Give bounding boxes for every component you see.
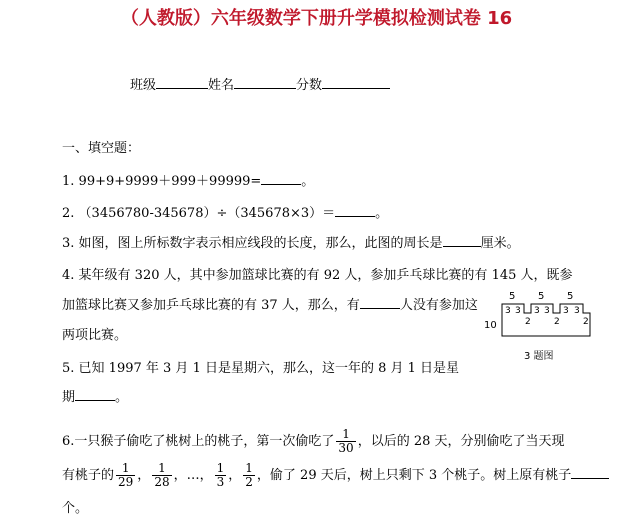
question-5-line-1 [62,357,459,376]
student-info-line [130,74,390,93]
question-text: 有桃子的 [62,468,115,484]
question-text: 如图，图上所标数字表示相应线段的长度，那么，此图的周长是 [78,236,443,251]
question-text: 一只猴子偷吃了桃树上的桃子，第一次偷吃了 [74,434,335,450]
answer-blank [443,232,481,247]
question-text: ，以后的 28 天，分别偷吃了当天现 [357,434,565,450]
question-2 [62,202,388,221]
figure-label-top: 5 [509,291,516,302]
question-text: 加篮球比赛又参加乒乓球比赛的有 37 人，那么，有 [62,298,360,313]
figure-label-bottom: 2 [583,317,589,327]
fraction: $\frac{1}{3}$ [216,461,225,490]
figure-label-side: 3 [544,306,550,316]
fraction: $\frac{1}{2}$ [245,461,253,490]
question-4-line-3: 两项比赛。 [62,328,128,343]
question-number: 6. [62,434,75,450]
question-3-figure [482,286,602,366]
figure-label-side: 3 [534,306,540,316]
question-end: 。 [301,174,315,189]
question-4-line-1 [62,264,573,283]
question-text: （3456780-345678）÷（345678×3）＝ [78,206,336,221]
question-unit: 厘米。 [480,236,520,251]
fraction: $\frac{1}{30}$ [338,427,354,456]
question-text: 期 [62,390,76,405]
answer-blank [335,202,375,217]
question-number: 1. [62,174,75,189]
class-blank [156,74,208,89]
class-label: 班级 [130,78,157,93]
figure-label-side: 3 [515,306,521,316]
question-text: ，偷了 29 天后，树上只剩下 3 个桃子。树上原有桃子 [256,468,572,484]
figure-label-top: 5 [538,291,545,302]
ellipsis: … [186,468,200,484]
question-1 [62,170,314,189]
section-heading: 一、填空题： [62,141,141,156]
figure-label-side: 3 [574,306,580,316]
answer-blank [261,170,301,185]
name-blank [234,74,296,89]
figure-label-bottom: 2 [554,317,560,327]
figure-label-bottom: 2 [525,317,531,327]
question-5-line-2 [62,386,128,405]
question-number: 3. [62,236,75,251]
answer-blank [75,386,115,401]
question-4-line-2 [62,294,478,313]
question-end: 。 [115,390,129,405]
answer-blank [360,294,400,309]
figure-label-top: 5 [567,291,574,302]
question-text: 人没有参加这 [399,298,478,313]
question-number: 5. [62,361,75,376]
score-blank [322,74,390,89]
question-3 [62,232,520,251]
figure-label-side: 3 [505,306,511,316]
question-number: 4. [62,268,75,283]
question-text: 某年级有 320 人，其中参加篮球比赛的有 92 人，参加乒乓球比赛的有 145 人，既参 [78,268,573,283]
question-6-line-2: 有桃子的 $\frac{1}{29}$ ， $\frac{1}{28}$ ，…， $\frac{1}{3}$ ， $\frac{1}{2}$ ，偷了 29 天后，树上只剩下 3 个桃子。树上原有桃子 [62,462,609,489]
figure-label-side: 3 [563,306,569,316]
answer-blank [571,464,609,479]
fraction: $\frac{1}{29}$ [118,461,134,490]
question-text: 已知 1997 年 3 月 1 日是星期六，那么，这一年的 8 月 1 日是星 [78,361,460,376]
score-label: 分数 [296,78,323,93]
question-number: 2. [62,206,75,221]
name-label: 姓名 [208,78,235,93]
question-6-line-3: 个。 [62,501,89,516]
figure-caption: 3 题图 [524,351,554,362]
question-end: 。 [375,206,389,221]
question-6-line-1 [62,428,565,455]
figure-label-left: 10 [484,320,497,331]
page-title: （人教版）六年级数学下册升学模拟检测试卷 16 [120,8,513,29]
question-text: 99+9+9999＋999＋99999= [78,174,262,189]
fraction: $\frac{1}{28}$ [154,461,170,490]
